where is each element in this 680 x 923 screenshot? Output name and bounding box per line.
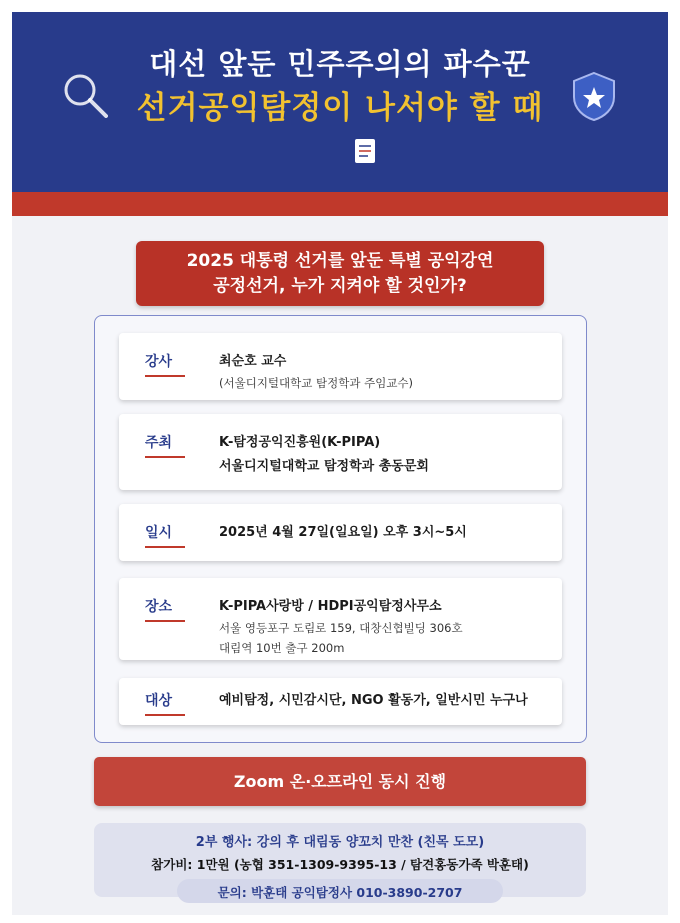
detail-card-host xyxy=(119,414,562,490)
fee-text: 참가비: 1만원 (농협 351-1309-9395-13 / 탐견홍동가족 박훈태) xyxy=(151,857,529,872)
detail-label: 장소 xyxy=(145,596,172,616)
detail-sub: (서울디지털대학교 탐정학과 주임교수) xyxy=(219,376,414,390)
detail-sub: 서울 영등포구 도림로 159, 대창신협빌딩 306호 xyxy=(219,621,463,635)
banner-line-2: 공정선거, 누가 지켜야 할 것인가? xyxy=(213,276,467,296)
detail-label: 대상 xyxy=(145,690,172,710)
event-details-box xyxy=(94,315,587,743)
detail-main: K-PIPA사랑방 / HDPI공익탐정사무소 xyxy=(219,599,442,614)
detail-sub: 대림역 10번 출구 200m xyxy=(219,641,345,655)
document-icon xyxy=(354,138,376,164)
shield-star-icon xyxy=(568,70,620,122)
detail-card-lecturer xyxy=(119,333,562,400)
headline-primary: 대선 앞둔 민주주의의 파수꾼 xyxy=(149,47,531,81)
detail-main: K-탐정공익진흥원(K-PIPA) xyxy=(219,435,381,450)
detail-label: 강사 xyxy=(145,351,172,371)
detail-card-venue xyxy=(119,578,562,660)
detail-label: 주최 xyxy=(145,432,172,452)
headline-secondary: 선거공익탐정이 나서야 할 때 xyxy=(136,90,544,126)
red-divider-band xyxy=(12,192,668,216)
detail-card-audience xyxy=(119,678,562,725)
detail-main: 예비탐정, 시민감시단, NGO 활동가, 일반시민 누구나 xyxy=(219,693,528,708)
contact-text: 문의: 박훈태 공익탐정사 010-3890-2707 xyxy=(217,885,463,900)
detail-main-2: 서울디지털대학교 탐정학과 총동문회 xyxy=(219,459,429,474)
second-event-text: 2부 행사: 강의 후 대림동 양꼬치 만찬 (친목 도모) xyxy=(195,835,485,850)
detail-main: 최순호 교수 xyxy=(219,354,287,369)
banner-line-1: 2025 대통령 선거를 앞둔 특별 공익강연 xyxy=(186,251,494,271)
detail-label: 일시 xyxy=(145,522,172,542)
detail-card-datetime xyxy=(119,504,562,561)
hero-header xyxy=(12,12,668,192)
detail-main: 2025년 4월 27일(일요일) 오후 3시~5시 xyxy=(219,525,467,540)
lecture-title-banner xyxy=(136,241,544,306)
zoom-notice-bar: Zoom 온·오프라인 동시 진행 xyxy=(94,757,586,806)
poster xyxy=(12,12,668,915)
